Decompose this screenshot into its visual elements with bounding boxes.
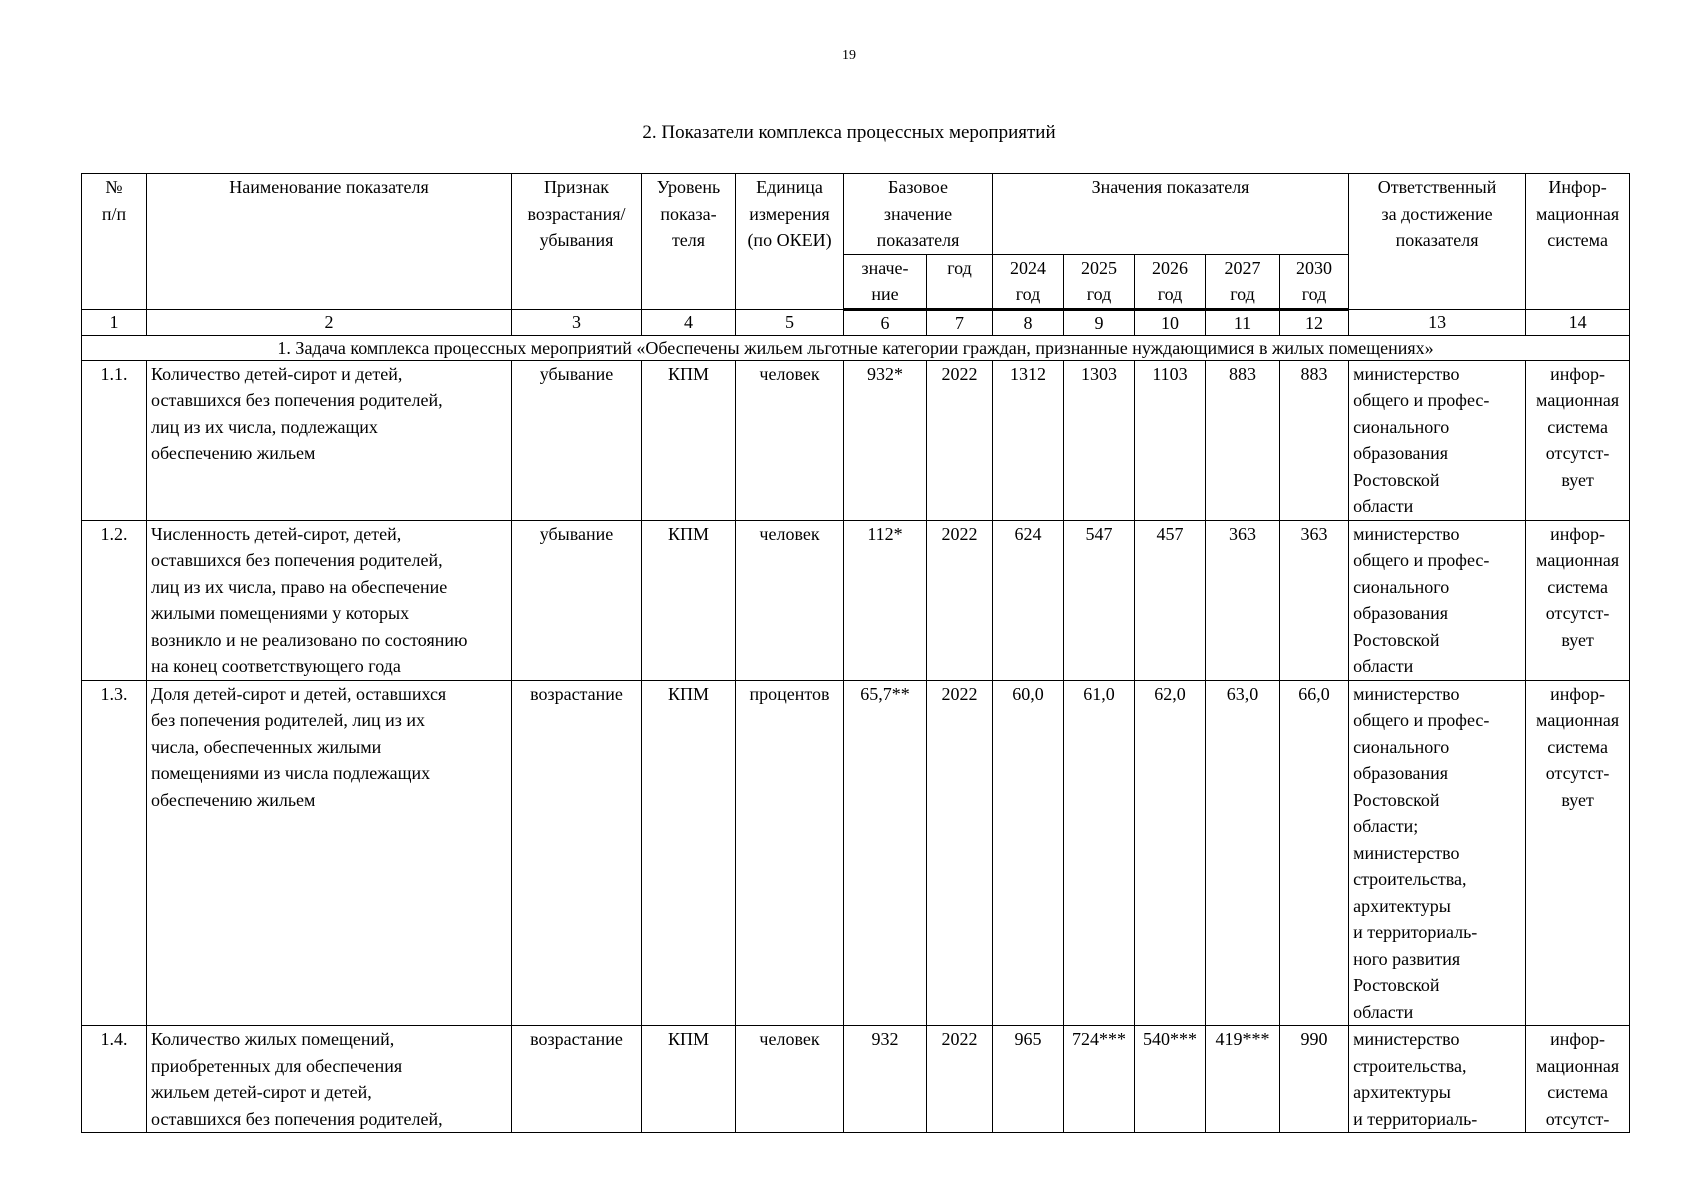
value-cell-3: 63,0 xyxy=(1206,680,1280,1026)
base-value-cell: 932 xyxy=(844,1026,927,1133)
text-line: Уровень xyxy=(656,177,721,197)
text-line: отсутст- xyxy=(1545,763,1610,783)
text-line: мационная xyxy=(1536,203,1620,224)
text-line: лиц из их числа, подлежащих xyxy=(151,416,378,437)
page-number: 19 xyxy=(842,48,856,63)
row-number: 1.2. xyxy=(82,520,147,680)
text-line: строительства, xyxy=(1353,1055,1467,1076)
header-base-value-year xyxy=(927,254,993,309)
indicator-name xyxy=(147,520,512,680)
column-number-14: 14 xyxy=(1526,309,1630,335)
value-cell-3: 883 xyxy=(1206,360,1280,520)
text-line: числа, обеспеченных жилыми xyxy=(151,736,382,757)
text-line: значе- xyxy=(861,257,909,278)
row-number: 1.4. xyxy=(82,1026,147,1133)
column-number-12: 12 xyxy=(1280,309,1349,335)
text-line: обеспечению жильем xyxy=(151,443,316,463)
text-line: Признак xyxy=(543,177,610,197)
column-number-3: 3 xyxy=(512,309,642,335)
text-line: оставшихся без попечения родителей, xyxy=(151,550,443,570)
text-line: возрастания/ xyxy=(527,203,626,224)
text-line: мационная xyxy=(1536,390,1620,410)
text-line: вует xyxy=(1561,789,1594,810)
row-number: 1.3. xyxy=(82,680,147,1026)
text-line: показателя xyxy=(1395,230,1479,250)
text-line: отсутст- xyxy=(1545,603,1610,623)
text-line: министерство xyxy=(1353,683,1460,704)
header-info-system xyxy=(1526,174,1630,310)
header-row xyxy=(82,174,1630,255)
text-line: министерство xyxy=(1353,363,1460,384)
section-title: 1. Задача комплекса процессных мероприятий «Обеспечены жильем льготные категории граждан, признанные нуждающимися в жилых помещениях» xyxy=(82,335,1630,360)
responsible-cell xyxy=(1349,680,1526,1026)
text-line: вует xyxy=(1561,469,1594,490)
text-line: сионального xyxy=(1353,576,1450,597)
text-line: Ответственный xyxy=(1377,177,1497,197)
text-line: и территориаль- xyxy=(1353,922,1478,942)
level-cell: КПМ xyxy=(642,1026,736,1133)
table-row xyxy=(82,520,1630,680)
header-year-2026 xyxy=(1135,254,1206,309)
unit-cell: человек xyxy=(736,1026,844,1133)
indicators-table xyxy=(81,173,1630,1133)
text-line: сионального xyxy=(1353,736,1450,757)
text-line: Количество жилых помещений, xyxy=(151,1029,395,1049)
column-numbers-row xyxy=(82,309,1630,335)
column-number-8: 8 xyxy=(993,309,1064,335)
text-line: Ростовской xyxy=(1353,789,1440,810)
value-cell-2: 457 xyxy=(1135,520,1206,680)
level-cell: КПМ xyxy=(642,360,736,520)
text-line: отсутст- xyxy=(1545,443,1610,463)
text-line: Численность детей-сирот, детей, xyxy=(151,523,402,544)
value-cell-0: 965 xyxy=(993,1026,1064,1133)
text-line: ного развития xyxy=(1353,948,1461,969)
value-cell-4: 363 xyxy=(1280,520,1349,680)
text-line: мационная xyxy=(1536,550,1620,570)
value-cell-2: 1103 xyxy=(1135,360,1206,520)
value-cell-1: 547 xyxy=(1064,520,1135,680)
info-system-cell xyxy=(1526,360,1630,520)
header-number xyxy=(82,174,147,310)
text-line: год xyxy=(1301,284,1327,304)
text-line: год xyxy=(1015,284,1041,304)
level-cell: КПМ xyxy=(642,680,736,1026)
header-year-2027 xyxy=(1206,254,1280,309)
value-cell-0: 1312 xyxy=(993,360,1064,520)
base-value-cell: 932* xyxy=(844,360,927,520)
text-line: лиц из их числа, право на обеспечение xyxy=(151,576,448,597)
value-cell-4: 66,0 xyxy=(1280,680,1349,1026)
text-line: система xyxy=(1547,230,1608,250)
text-line: Количество детей-сирот и детей, xyxy=(151,363,403,384)
header-unit xyxy=(736,174,844,310)
base-year-cell: 2022 xyxy=(927,360,993,520)
value-cell-1: 1303 xyxy=(1064,360,1135,520)
text-line: помещениями из числа подлежащих xyxy=(151,763,431,783)
responsible-cell xyxy=(1349,1026,1526,1133)
header-base-value-value xyxy=(844,254,927,309)
text-line: оставшихся без попечения родителей, xyxy=(151,390,443,410)
value-cell-4: 883 xyxy=(1280,360,1349,520)
text-line: области; xyxy=(1353,816,1419,836)
indicator-name xyxy=(147,360,512,520)
column-number-4: 4 xyxy=(642,309,736,335)
value-cell-0: 624 xyxy=(993,520,1064,680)
header-year-2030 xyxy=(1280,254,1349,309)
info-system-cell xyxy=(1526,520,1630,680)
text-line: за достижение xyxy=(1381,203,1493,224)
text-line: убывания xyxy=(539,230,614,250)
text-line: инфор- xyxy=(1550,363,1606,384)
value-cell-2: 540*** xyxy=(1135,1026,1206,1133)
header-responsible xyxy=(1349,174,1526,310)
unit-cell: человек xyxy=(736,360,844,520)
text-line: сионального xyxy=(1353,416,1450,437)
text-line: архитектуры xyxy=(1353,895,1451,916)
text-line: значение xyxy=(883,203,953,224)
text-line: министерство xyxy=(1353,1029,1460,1049)
column-number-9: 9 xyxy=(1064,309,1135,335)
table-row xyxy=(82,360,1630,520)
indicator-name xyxy=(147,1026,512,1133)
text-line: Единица xyxy=(756,177,823,197)
text-line: отсутст- xyxy=(1545,1108,1610,1129)
section-row xyxy=(82,335,1630,360)
indicator-name xyxy=(147,680,512,1026)
text-line: год xyxy=(1086,284,1112,304)
text-line: приобретенных для обеспечения xyxy=(151,1055,403,1076)
text-line: Доля детей-сирот и детей, оставшихся xyxy=(151,683,447,704)
responsible-cell xyxy=(1349,360,1526,520)
text-line: оставшихся без попечения родителей, xyxy=(151,1108,443,1129)
column-number-11: 11 xyxy=(1206,309,1280,335)
text-line: показателя xyxy=(876,230,960,250)
header-trend xyxy=(512,174,642,310)
info-system-cell xyxy=(1526,680,1630,1026)
row-number: 1.1. xyxy=(82,360,147,520)
column-number-7: 7 xyxy=(927,309,993,335)
base-year-cell: 2022 xyxy=(927,520,993,680)
text-line: год xyxy=(1230,284,1255,304)
base-value-cell: 112* xyxy=(844,520,927,680)
text-line: ние xyxy=(871,284,899,304)
text-line: мационная xyxy=(1536,710,1620,730)
column-number-1: 1 xyxy=(82,309,147,335)
trend-cell: убывание xyxy=(512,520,642,680)
base-value-cell: 65,7** xyxy=(844,680,927,1026)
text-line: области xyxy=(1353,1001,1414,1022)
text-line: общего и профес- xyxy=(1353,390,1490,410)
text-line: 2026 xyxy=(1152,257,1189,278)
text-line: возникло и не реализовано по состоянию xyxy=(151,629,468,650)
value-cell-4: 990 xyxy=(1280,1026,1349,1133)
text-line: 2027 xyxy=(1224,257,1261,278)
base-year-cell: 2022 xyxy=(927,1026,993,1133)
text-line: инфор- xyxy=(1550,523,1606,544)
text-line: Ростовской xyxy=(1353,629,1440,650)
column-number-2: 2 xyxy=(147,309,512,335)
text-line: вует xyxy=(1561,629,1594,650)
text-line: без попечения родителей, лиц из их xyxy=(151,710,425,730)
header-indicator-values xyxy=(993,174,1349,255)
text-line: на конец соответствующего года xyxy=(151,656,401,676)
text-line: измерения xyxy=(749,203,830,224)
document-title: 2. Показатели комплекса процессных мероприятий xyxy=(642,122,1056,143)
column-number-13: 13 xyxy=(1349,309,1526,335)
responsible-cell xyxy=(1349,520,1526,680)
text-line: 2025 xyxy=(1081,257,1118,278)
text-line: области xyxy=(1353,496,1414,516)
info-system-cell xyxy=(1526,1026,1630,1133)
text-line: Ростовской xyxy=(1353,975,1440,995)
text-line: (по ОКЕИ) xyxy=(747,230,832,250)
value-cell-1: 724*** xyxy=(1064,1026,1135,1133)
text-line: Значения показателя xyxy=(1091,177,1250,197)
text-line: общего и профес- xyxy=(1353,550,1490,570)
trend-cell: возрастание xyxy=(512,680,642,1026)
text-line: п/п xyxy=(101,203,127,224)
text-line: архитектуры xyxy=(1353,1082,1451,1102)
text-line: год xyxy=(947,257,972,278)
header-base-value xyxy=(844,174,993,255)
trend-cell: возрастание xyxy=(512,1026,642,1133)
text-line: общего и профес- xyxy=(1353,710,1490,730)
value-cell-3: 419*** xyxy=(1206,1026,1280,1133)
text-line: министерство xyxy=(1353,523,1460,544)
header-year-2025 xyxy=(1064,254,1135,309)
trend-cell: убывание xyxy=(512,360,642,520)
text-line: система xyxy=(1547,416,1608,437)
text-line: жилыми помещениями у которых xyxy=(151,603,410,623)
text-line: инфор- xyxy=(1550,1029,1606,1049)
text-line: показа- xyxy=(660,203,717,224)
value-cell-0: 60,0 xyxy=(993,680,1064,1026)
level-cell: КПМ xyxy=(642,520,736,680)
unit-cell: человек xyxy=(736,520,844,680)
unit-cell: процентов xyxy=(736,680,844,1026)
text-line: Наименование показателя xyxy=(229,177,429,197)
column-number-10: 10 xyxy=(1135,309,1206,335)
header-indicator-name xyxy=(147,174,512,310)
header-level xyxy=(642,174,736,310)
base-year-cell: 2022 xyxy=(927,680,993,1026)
text-line: обеспечению жильем xyxy=(151,789,316,810)
text-line: год xyxy=(1157,284,1183,304)
text-line: теля xyxy=(671,230,706,250)
text-line: образования xyxy=(1353,443,1449,463)
text-line: жильем детей-сирот и детей, xyxy=(151,1082,372,1102)
text-line: 2030 xyxy=(1296,257,1333,278)
text-line: № xyxy=(105,177,123,197)
table-row xyxy=(82,680,1630,1026)
text-line: области xyxy=(1353,656,1414,676)
text-line: Инфор- xyxy=(1548,177,1607,197)
text-line: инфор- xyxy=(1550,683,1606,704)
text-line: система xyxy=(1547,1082,1608,1102)
header-year-2024 xyxy=(993,254,1064,309)
table-row xyxy=(82,1026,1630,1133)
value-cell-1: 61,0 xyxy=(1064,680,1135,1026)
column-number-5: 5 xyxy=(736,309,844,335)
text-line: мационная xyxy=(1536,1055,1620,1076)
text-line: 2024 xyxy=(1010,257,1047,278)
column-number-6: 6 xyxy=(844,309,927,335)
text-line: Базовое xyxy=(888,177,948,197)
text-line: система xyxy=(1547,576,1608,597)
text-line: система xyxy=(1547,736,1608,757)
text-line: строительства, xyxy=(1353,869,1467,889)
text-line: Ростовской xyxy=(1353,469,1440,490)
value-cell-2: 62,0 xyxy=(1135,680,1206,1026)
text-line: образования xyxy=(1353,603,1449,623)
value-cell-3: 363 xyxy=(1206,520,1280,680)
text-line: министерство xyxy=(1353,842,1460,863)
text-line: образования xyxy=(1353,763,1449,783)
text-line: и территориаль- xyxy=(1353,1108,1478,1129)
